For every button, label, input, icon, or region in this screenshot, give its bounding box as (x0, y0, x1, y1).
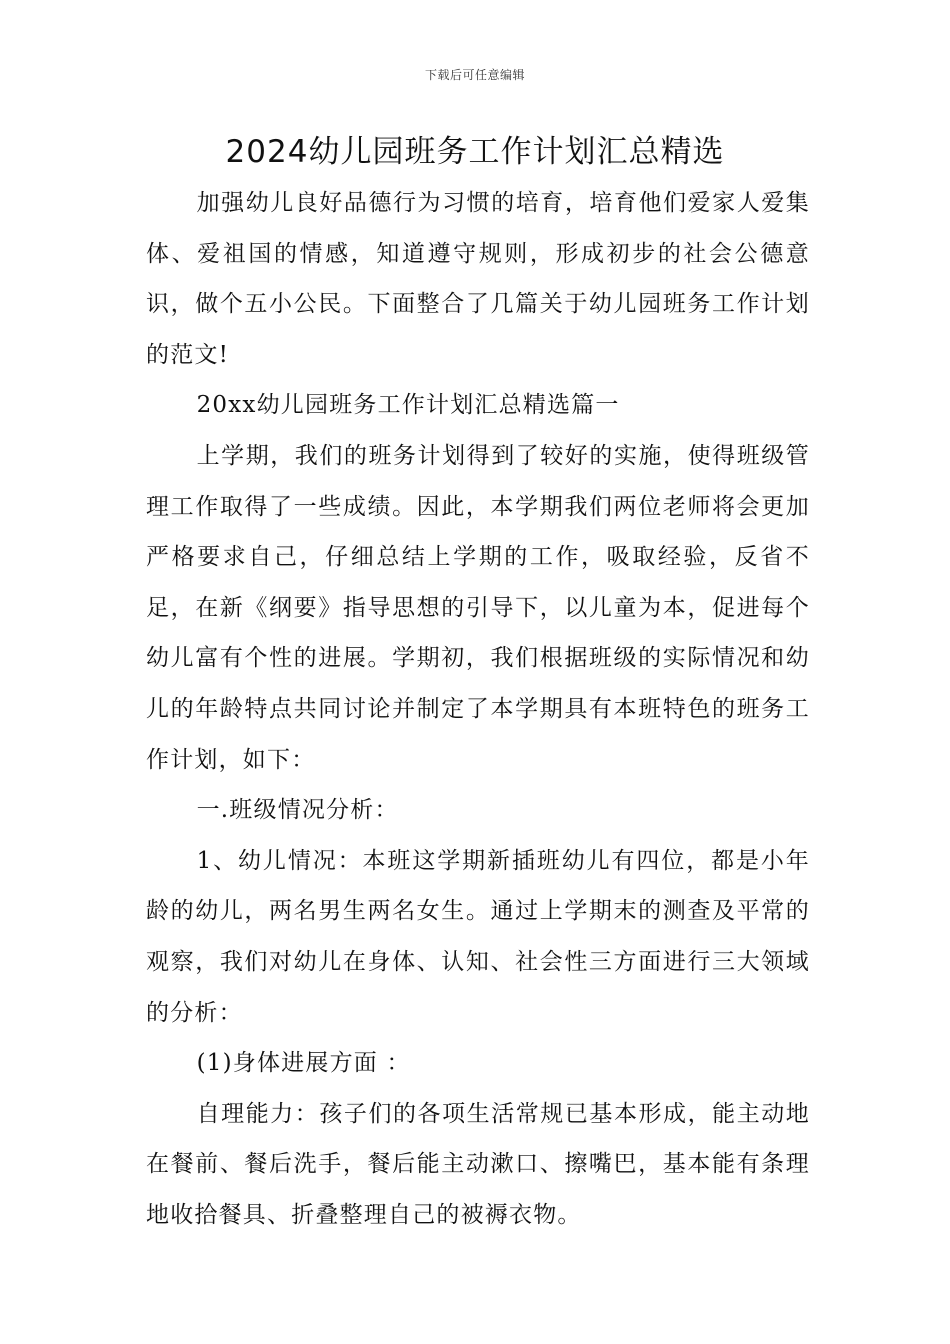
body-paragraph: 上学期，我们的班务计划得到了较好的实施，使得班级管理工作取得了一些成绩。因此，本学期我们两位老师将会更加严格要求自己，仔细总结上学期的工作，吸取经验，反省不足，在新《纲要》指导思想的引导下，以儿童为本，促进每个幼儿富有个性的进展。学期初，我们根据班级的实际情况和幼儿的年龄特点共同讨论并制定了本学期具有本班特色的班务工作计划，如下： (146, 442, 810, 773)
intro-paragraph: 加强幼儿良好品德行为习惯的培育，培育他们爱家人爱集体、爱祖国的情感，知道遵守规则，形成初步的社会公德意识，做个五小公民。下面整合了几篇关于幼儿园班务工作计划的范文! (146, 190, 810, 368)
body-paragraph: 自理能力：孩子们的各项生活常规已基本形成，能主动地在餐前、餐后洗手，餐后能主动漱口、擦嘴巴，基本能有条理地收拾餐具、折叠整理自己的被褥衣物。 (146, 1100, 810, 1228)
body-paragraph: 1、幼儿情况：本班这学期新插班幼儿有四位，都是小年龄的幼儿，两名男生两名女生。通过上学期末的测查及平常的观察，我们对幼儿在身体、认知、社会性三方面进行三大领域的分析： (146, 847, 810, 1026)
subsection-heading-physical: (1)身体进展方面 ： (196, 1050, 411, 1077)
document-body (146, 178, 810, 1240)
document-title: 2024幼儿园班务工作计划汇总精选 (225, 134, 725, 170)
header-note: 下载后可任意编辑 (424, 68, 525, 82)
section-heading-class-analysis: 一.班级情况分析： (196, 797, 399, 824)
section-heading-article-one: 20xx幼儿园班务工作计划汇总精选篇一 (196, 392, 620, 419)
